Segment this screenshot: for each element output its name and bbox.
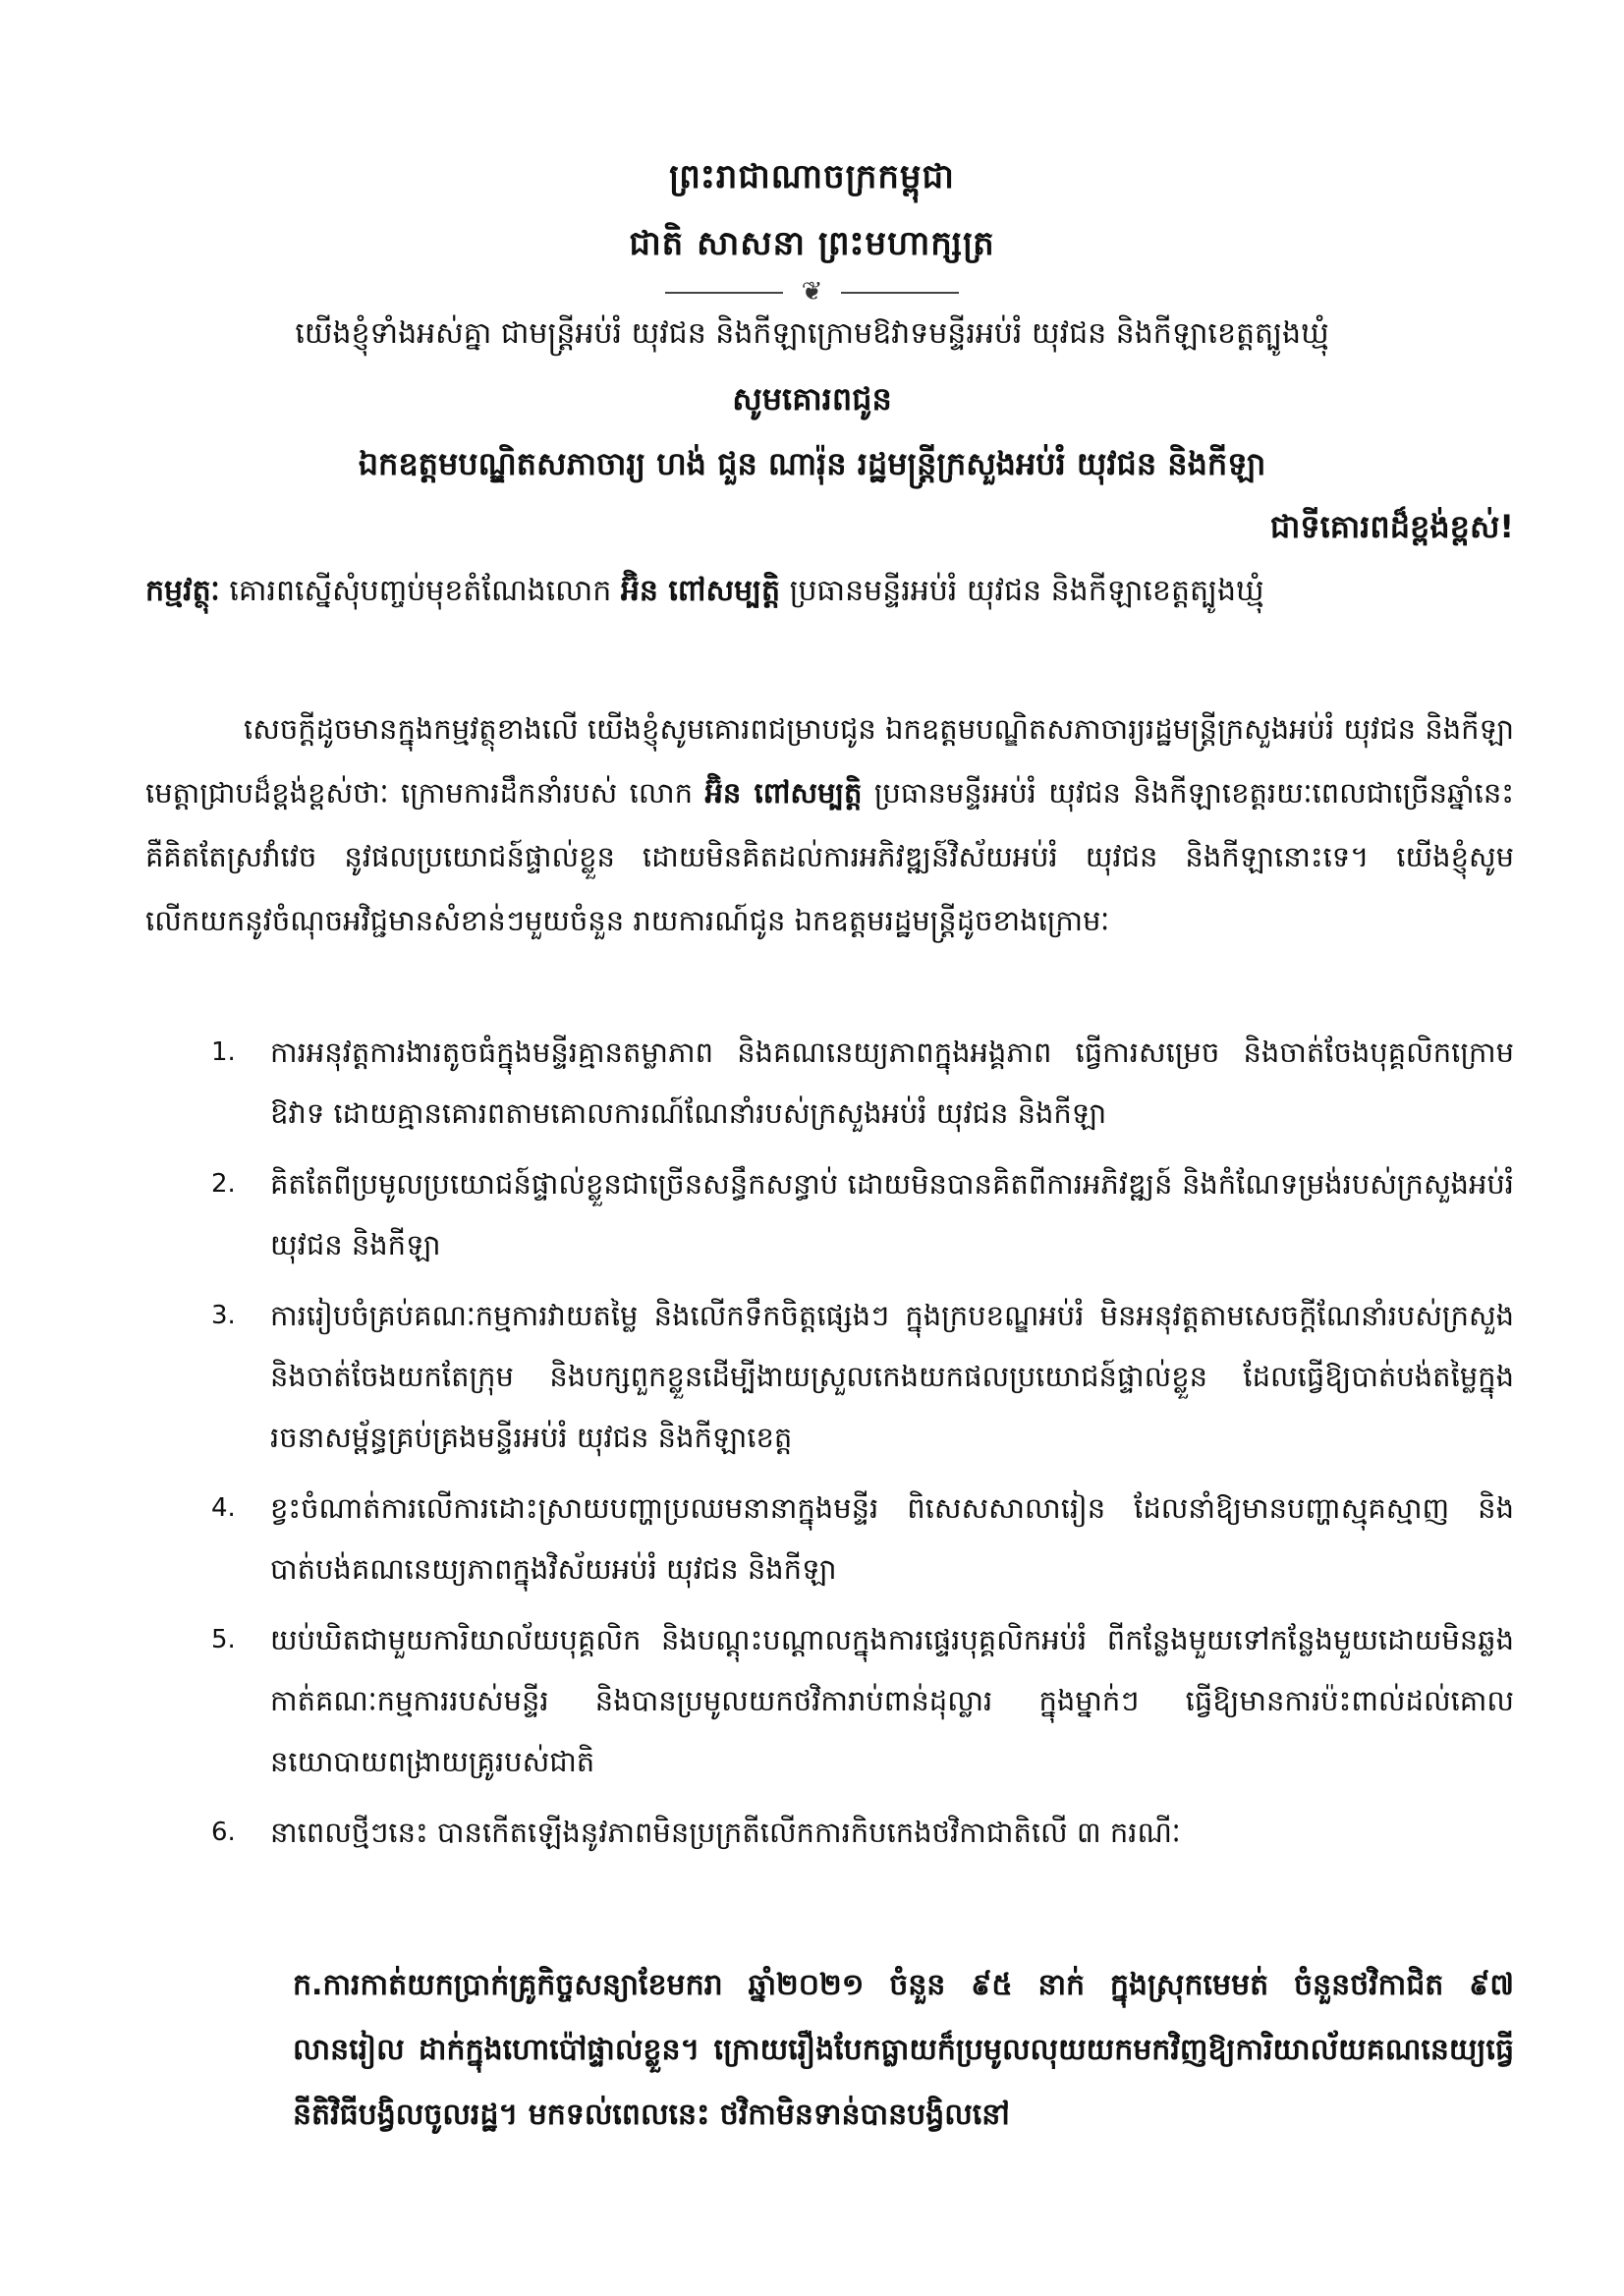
list-item-text: យប់ឃិតជាមួយការិយាល័យបុគ្គលិក និងបណ្ដុះបណ្ដាលក្នុងការផ្ទេរបុគ្គលិកអប់រំ ពីកន្លែងមួយទៅកន្លែងមួយដោយមិនឆ្លងកាត់គណៈកម្មការរបស់មន្ទីរ និងបានប្រមូលយកថវិការាប់ពាន់ដុល្លារ ក្នុងម្នាក់ៗ ធ្វើឱ្យមានការប៉ះពាល់ដល់គោលនយោបាយពង្រាយគ្រូរបស់ជាតិ bbox=[270, 1623, 1514, 1778]
list-item-text: នាពេលថ្មីៗនេះ បានកើតឡើងនូវភាពមិនប្រក្រតីលើកការកិបកេងថវិកាជាតិលើ ៣ ករណីៈ bbox=[270, 1816, 1181, 1849]
list-item bbox=[211, 1802, 1514, 1863]
body-text-part2: ប្រធានមន្ទីរអប់រំ យុវជន និងកីឡាខេត្តរយៈពេលជាច្រើនឆ្នាំនេះ គឺគិតតែស្រវាំវេច នូវផលប្រយោជន៍ផ្ទាល់ខ្លួន ដោយមិនគិតដល់ការអភិវឌ្ឍន៍វិស័យអប់រំ យុវជន និងកីឡានោះទេ។ យើងខ្ញុំសូមលើកយកនូវចំណុចអវិជ្ជមានសំខាន់ៗមួយចំនួន រាយការណ៍ជូន ឯកឧត្តមរដ្ឋមន្ត្រីដូចខាងក្រោមៈ bbox=[145, 776, 1515, 937]
body-text-part1: សេចក្ដីដូចមានក្នុងកម្មវត្ថុខាងលើ យើងខ្ញុំសូមគោរពជម្រាបជូន ឯកឧត្តមបណ្ឌិតសភាចារ្យរដ្ឋមន្ត្រីក្រសួងអប់រំ យុវជន និងកីឡា មេត្តាជ្រាបដ៏ខ្ពង់ខ្ពស់ថាៈ ក្រោមការដឹកនាំរបស់ លោក bbox=[145, 712, 1514, 810]
list-item-text: ខ្វះចំណាត់ការលើការដោះស្រាយបញ្ហាប្រឈមនានាក្នុងមន្ទីរ ពិសេសសាលារៀន ដែលនាំឱ្យមានបញ្ហាស្មុគស្មាញ និងបាត់បង់គណនេយ្យភាពក្នុងវិស័យអប់រំ យុវជន និងកីឡា bbox=[270, 1491, 1514, 1586]
salutation: សូមគោរពជូន bbox=[732, 380, 892, 418]
subject-text-after: ប្រធានមន្ទីរអប់រំ យុវជន និងកីឡាខេត្តត្បូងឃ្មុំ bbox=[789, 574, 1264, 608]
list-item-text: គិតតែពីប្រមូលប្រយោជន៍ផ្ទាល់ខ្លួនជាច្រើនសន្ធឹកសន្ធាប់ ដោយមិនបានគិតពីការអភិវឌ្ឍន៍ និងកំណែទម្រង់របស់ក្រសួងអប់រំ យុវជន និងកីឡា bbox=[270, 1167, 1514, 1261]
list-number: 2. bbox=[211, 1169, 236, 1199]
list-item bbox=[211, 1609, 1514, 1792]
recipient-line: ឯកឧត្តមបណ្ឌិតសភាចារ្យ ហង់ ជួន ណារ៉ុន រដ្ឋមន្ត្រីក្រសួងអប់រំ យុវជន និងកីឡា bbox=[358, 445, 1266, 482]
divider-line-right bbox=[841, 292, 959, 294]
body-person-name: អ៊ិន ពៅសម្បត្តិ bbox=[704, 776, 863, 810]
list-number: 1. bbox=[211, 1037, 236, 1067]
subject-person-name: អ៊ិន ពៅសម្បត្តិ bbox=[620, 574, 781, 608]
issues-list bbox=[211, 1022, 1514, 1873]
ornament-icon: ❦ bbox=[801, 277, 823, 307]
sub-item-ka: ក.ការកាត់យកប្រាក់គ្រូកិច្ចសន្យាខែមករា ឆ្នាំ២០២១ ចំនួន ៩៥ នាក់ ក្នុងស្រុកមេមត់ ចំនួនថវិកាជិត ៩៧ លានរៀល ដាក់ក្នុងហោប៉ៅផ្ទាល់ខ្លួន។ ក្រោយរឿងបែកធ្លាយក៏ប្រមូលលុយយកមកវិញឱ្យការិយាល័យគណនេយ្យធ្វើនីតិវិធីបង្វិលចូលរដ្ឋ។ មកទល់ពេលនេះ ថវិកាមិនទាន់បានបង្វិលនៅ bbox=[293, 1968, 1514, 2132]
ornament-divider bbox=[0, 277, 1624, 307]
divider-line-left bbox=[665, 292, 783, 294]
list-item bbox=[211, 1285, 1514, 1468]
kingdom-title: ព្រះរាជាណាចក្រកម្ពុជា bbox=[669, 157, 955, 196]
list-number: 5. bbox=[211, 1625, 236, 1654]
subject-line bbox=[145, 572, 1514, 615]
list-item bbox=[211, 1153, 1514, 1275]
sender-line: យើងខ្ញុំទាំងអស់គ្នា ជាមន្ត្រីអប់រំ យុវជន និងកីឡាក្រោមឱវាទមន្ទីរអប់រំ យុវជន និងកីឡាខេត្តត្បូងឃ្មុំ bbox=[295, 316, 1329, 351]
list-item bbox=[211, 1478, 1514, 1599]
national-motto: ជាតិ សាសនា ព្រះមហាក្សត្រ bbox=[629, 224, 995, 263]
list-number: 4. bbox=[211, 1493, 236, 1523]
list-item-text: ការរៀបចំគ្រប់គណៈកម្មការវាយតម្លៃ និងលើកទឹកចិត្តផ្សេងៗ ក្នុងក្របខណ្ឌអប់រំ មិនអនុវត្តតាមសេចក្តីណែនាំរបស់ក្រសួង និងចាត់ចែងយកតែក្រុម និងបក្សពួកខ្លួនដើម្បីងាយស្រួលកេងយកផលប្រយោជន៍ផ្ទាល់ខ្លួន ដែលធ្វើឱ្យបាត់បង់តម្លៃក្នុងរចនាសម្ព័ន្ធគ្រប់គ្រងមន្ទីរអប់រំ យុវជន និងកីឡាខេត្ត bbox=[270, 1299, 1514, 1454]
list-number: 6. bbox=[211, 1818, 236, 1847]
recipient-closing: ជាទីគោរពដ៏ខ្ពង់ខ្ពស់! bbox=[1269, 508, 1514, 545]
subject-text-before: គោរពស្នើសុំបញ្ចប់មុខតំណែងលោក bbox=[229, 574, 612, 608]
list-item bbox=[211, 1022, 1514, 1144]
list-number: 3. bbox=[211, 1301, 236, 1330]
body-paragraph bbox=[145, 698, 1514, 953]
subject-label: កម្មវត្ថុៈ bbox=[145, 574, 220, 608]
list-item-text: ការអនុវត្តការងារតូចធំក្នុងមន្ទីរគ្មានតម្លាភាព និងគណនេយ្យភាពក្នុងអង្គភាព ធ្វើការសម្រេច និងចាត់ចែងបុគ្គលិកក្រោមឱវាទ ដោយគ្មានគោរពតាមគោលការណ៍ណែនាំរបស់ក្រសួងអប់រំ យុវជន និងកីឡា bbox=[270, 1036, 1514, 1130]
